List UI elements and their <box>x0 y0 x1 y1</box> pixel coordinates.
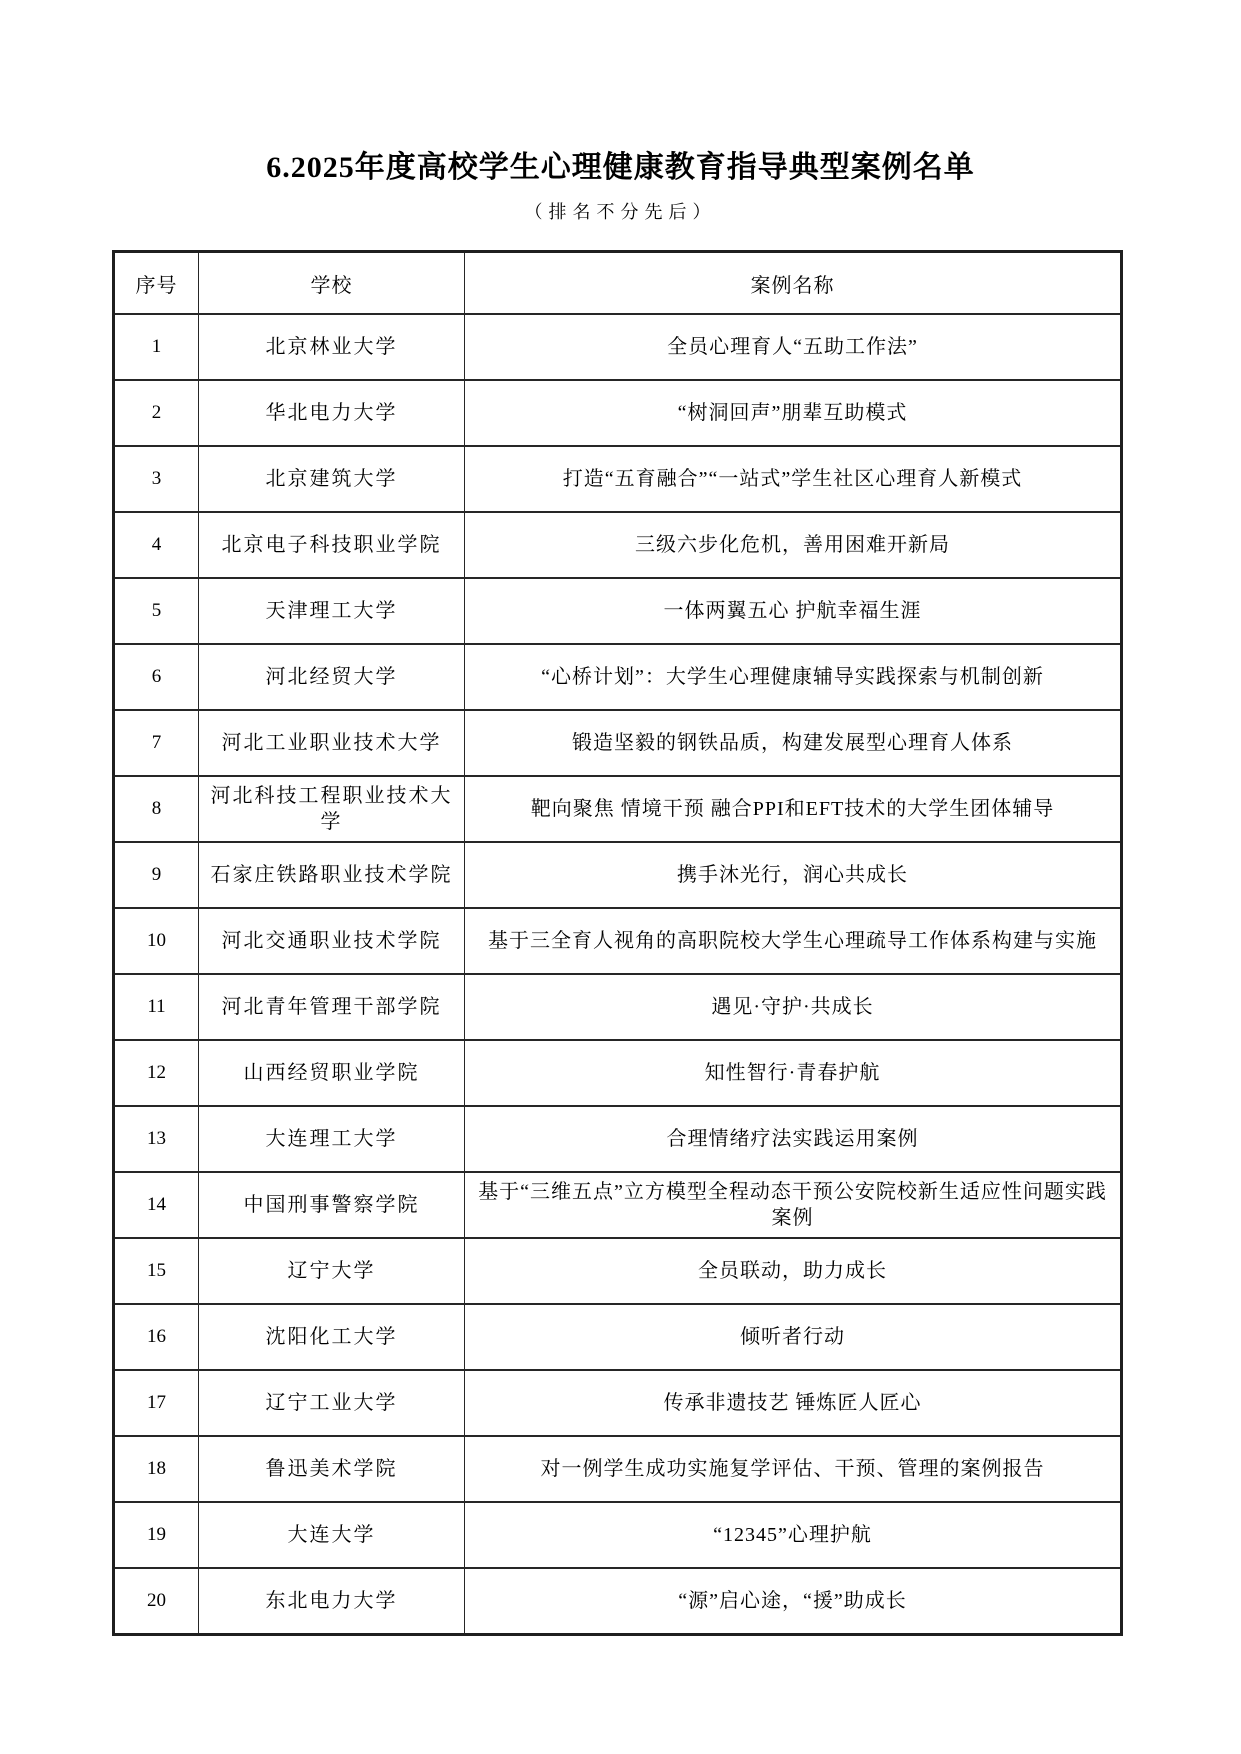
table-row <box>114 512 1122 578</box>
cell-index: 17 <box>114 1370 199 1436</box>
cell-school: 中国刑事警察学院 <box>199 1172 465 1238</box>
cell-index: 14 <box>114 1172 199 1238</box>
cell-school: 天津理工大学 <box>199 578 465 644</box>
cell-case-name: 锻造坚毅的钢铁品质，构建发展型心理育人体系 <box>465 710 1122 776</box>
document-title: 6.2025年度高校学生心理健康教育指导典型案例名单 <box>266 151 975 184</box>
cell-index: 10 <box>114 908 199 974</box>
cell-case-name: “树洞回声”朋辈互助模式 <box>465 380 1122 446</box>
cell-case-name: 倾听者行动 <box>465 1304 1122 1370</box>
cell-school: 辽宁大学 <box>199 1238 465 1304</box>
table-row <box>114 908 1122 974</box>
cell-case-name: 知性智行·青春护航 <box>465 1040 1122 1106</box>
cell-index: 16 <box>114 1304 199 1370</box>
column-header-school: 学校 <box>199 252 465 315</box>
header-row <box>114 252 1122 315</box>
cell-case-name: “12345”心理护航 <box>465 1502 1122 1568</box>
cell-school: 河北科技工程职业技术大学 <box>199 776 465 842</box>
table-row <box>114 1568 1122 1635</box>
cell-case-name: 全员联动，助力成长 <box>465 1238 1122 1304</box>
table-row <box>114 842 1122 908</box>
table-row <box>114 974 1122 1040</box>
cell-index: 19 <box>114 1502 199 1568</box>
column-header-index: 序号 <box>114 252 199 315</box>
cell-school: 河北交通职业技术学院 <box>199 908 465 974</box>
cell-school: 河北经贸大学 <box>199 644 465 710</box>
cell-school: 大连大学 <box>199 1502 465 1568</box>
cell-case-name: 携手沐光行，润心共成长 <box>465 842 1122 908</box>
cell-index: 7 <box>114 710 199 776</box>
cell-index: 1 <box>114 314 199 380</box>
cell-index: 3 <box>114 446 199 512</box>
table-row <box>114 380 1122 446</box>
cell-index: 6 <box>114 644 199 710</box>
cell-case-name: 基于“三维五点”立方模型全程动态干预公安院校新生适应性问题实践案例 <box>465 1172 1122 1238</box>
cell-index: 18 <box>114 1436 199 1502</box>
table-row <box>114 1172 1122 1238</box>
cell-school: 北京电子科技职业学院 <box>199 512 465 578</box>
cell-case-name: 基于三全育人视角的高职院校大学生心理疏导工作体系构建与实施 <box>465 908 1122 974</box>
cell-school: 石家庄铁路职业技术学院 <box>199 842 465 908</box>
cell-school: 山西经贸职业学院 <box>199 1040 465 1106</box>
cell-index: 2 <box>114 380 199 446</box>
cell-school: 河北工业职业技术大学 <box>199 710 465 776</box>
table-row <box>114 644 1122 710</box>
cell-index: 20 <box>114 1568 199 1635</box>
cell-school: 北京林业大学 <box>199 314 465 380</box>
cell-school: 北京建筑大学 <box>199 446 465 512</box>
table-row <box>114 1370 1122 1436</box>
cell-index: 13 <box>114 1106 199 1172</box>
cell-school: 东北电力大学 <box>199 1568 465 1635</box>
cell-index: 4 <box>114 512 199 578</box>
cell-case-name: 对一例学生成功实施复学评估、干预、管理的案例报告 <box>465 1436 1122 1502</box>
cell-index: 8 <box>114 776 199 842</box>
case-list-table <box>112 250 1123 1636</box>
cell-school: 沈阳化工大学 <box>199 1304 465 1370</box>
cell-case-name: 合理情绪疗法实践运用案例 <box>465 1106 1122 1172</box>
table-row <box>114 1502 1122 1568</box>
cell-school: 辽宁工业大学 <box>199 1370 465 1436</box>
cell-case-name: 传承非遗技艺 锤炼匠人匠心 <box>465 1370 1122 1436</box>
table-row <box>114 1040 1122 1106</box>
table-row <box>114 314 1122 380</box>
table-row <box>114 776 1122 842</box>
cell-case-name: 靶向聚焦 情境干预 融合PPI和EFT技术的大学生团体辅导 <box>465 776 1122 842</box>
table-row <box>114 1304 1122 1370</box>
cell-index: 11 <box>114 974 199 1040</box>
table-row <box>114 1106 1122 1172</box>
cell-case-name: 三级六步化危机，善用困难开新局 <box>465 512 1122 578</box>
cell-index: 5 <box>114 578 199 644</box>
cell-index: 9 <box>114 842 199 908</box>
cell-index: 15 <box>114 1238 199 1304</box>
document-subtitle: （排名不分先后） <box>524 202 717 222</box>
cell-school: 华北电力大学 <box>199 380 465 446</box>
cell-school: 大连理工大学 <box>199 1106 465 1172</box>
table-row <box>114 578 1122 644</box>
table-row <box>114 710 1122 776</box>
cell-case-name: “心桥计划”：大学生心理健康辅导实践探索与机制创新 <box>465 644 1122 710</box>
cell-school: 河北青年管理干部学院 <box>199 974 465 1040</box>
cell-case-name: 遇见·守护·共成长 <box>465 974 1122 1040</box>
cell-index: 12 <box>114 1040 199 1106</box>
table-row <box>114 1238 1122 1304</box>
cell-case-name: “源”启心途，“援”助成长 <box>465 1568 1122 1635</box>
cell-case-name: 打造“五育融合”“一站式”学生社区心理育人新模式 <box>465 446 1122 512</box>
column-header-case-name: 案例名称 <box>465 252 1122 315</box>
table-body <box>114 314 1122 1635</box>
table-row <box>114 1436 1122 1502</box>
cell-school: 鲁迅美术学院 <box>199 1436 465 1502</box>
table-row <box>114 446 1122 512</box>
cell-case-name: 一体两翼五心 护航幸福生涯 <box>465 578 1122 644</box>
cell-case-name: 全员心理育人“五助工作法” <box>465 314 1122 380</box>
